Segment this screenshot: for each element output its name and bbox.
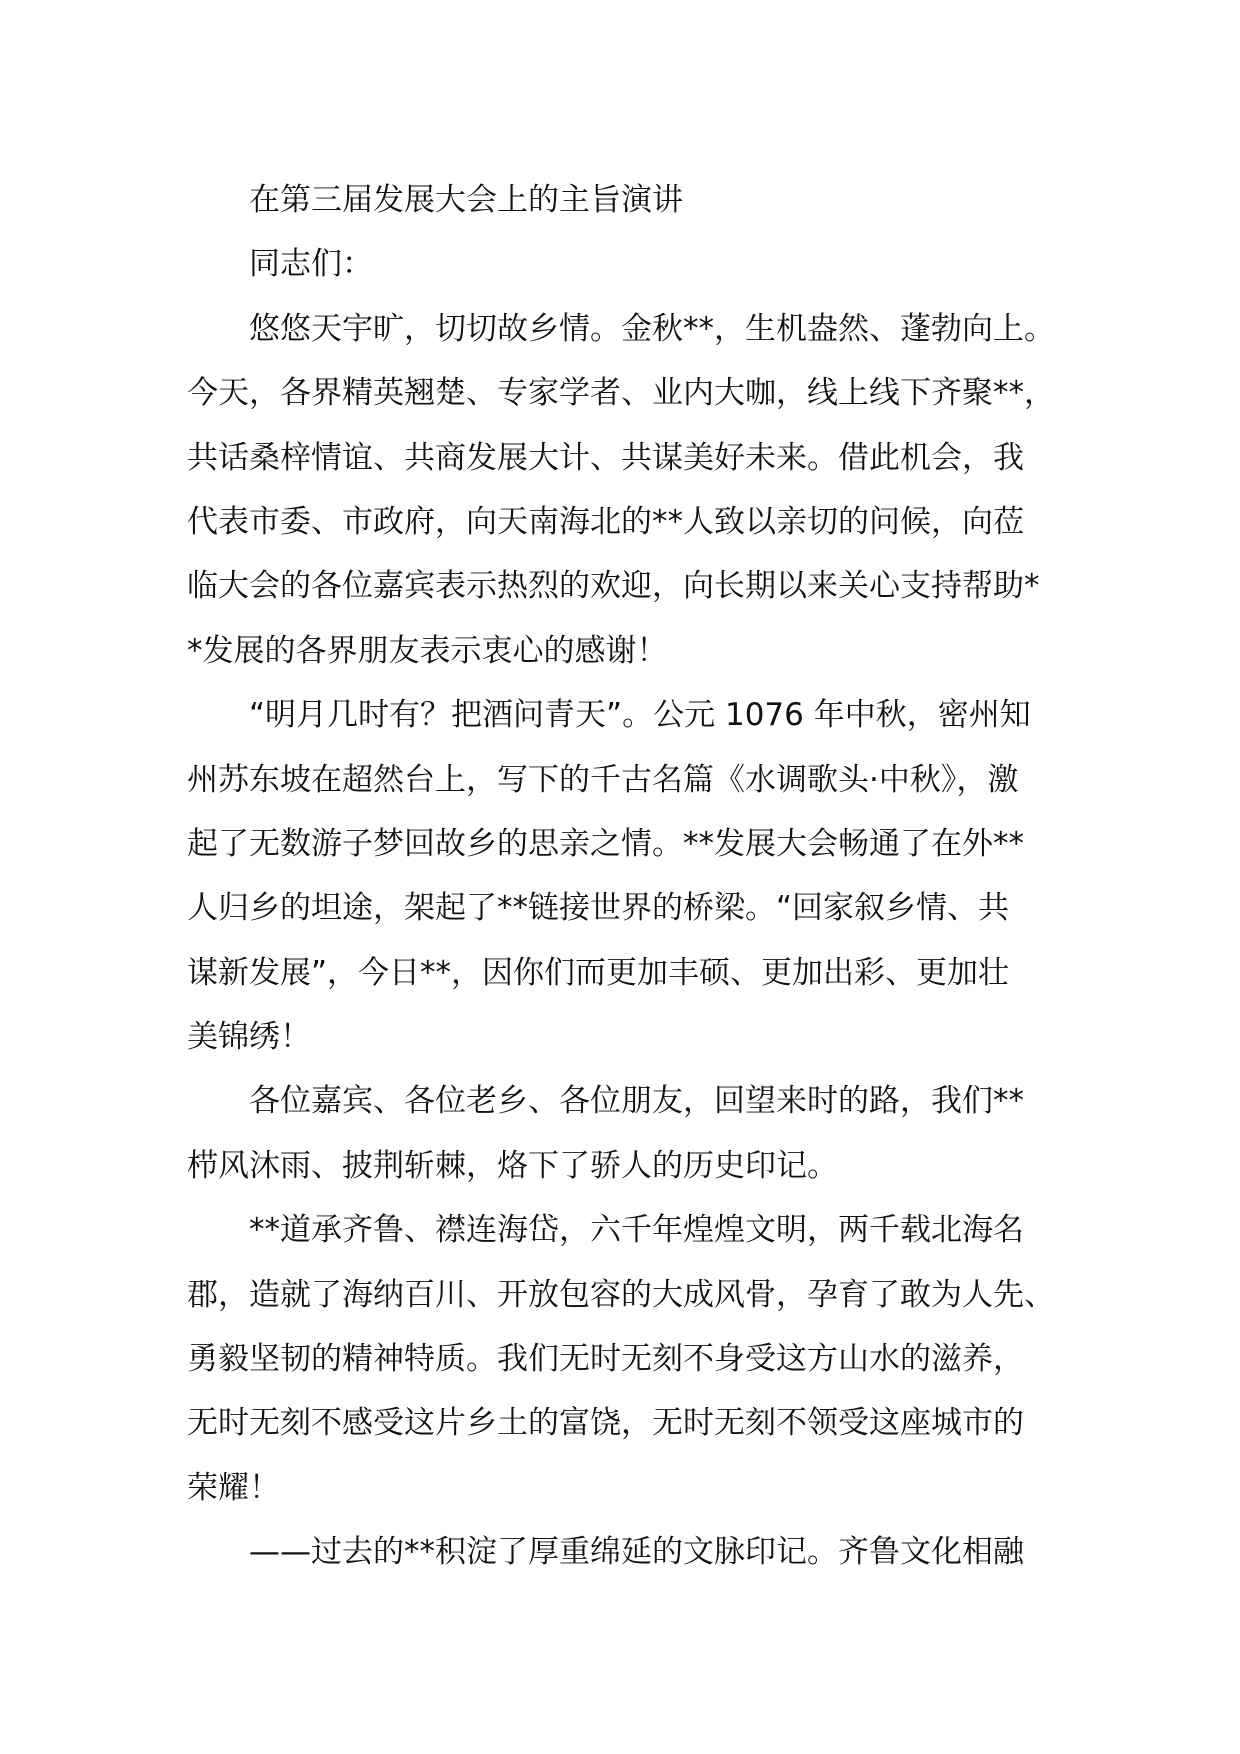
paragraph-2-line-4: 人归乡的坦途，架起了**链接世界的桥梁。“回家叙乡情、共 bbox=[187, 890, 1010, 927]
paragraph-4-line-4: 无时无刻不感受这片乡土的富饶，无时无刻不领受这座城市的 bbox=[187, 1405, 1024, 1442]
paragraph-4-line-1: **道承齐鲁、襟连海岱，六千年煌煌文明，两千载北海名 bbox=[249, 1212, 1024, 1249]
paragraph-1-line-6: *发展的各界朋友表示衷心的感谢！ bbox=[187, 632, 668, 669]
paragraph-1-line-2: 今天，各界精英翘楚、专家学者、业内大咖，线上线下齐聚**， bbox=[187, 375, 1055, 412]
paragraph-3-line-1: 各位嘉宾、各位老乡、各位朋友，回望来时的路，我们** bbox=[249, 1083, 1024, 1120]
paragraph-4-line-5: 荣耀！ bbox=[187, 1469, 280, 1506]
paragraph-2-line-6: 美锦绣！ bbox=[187, 1019, 311, 1056]
paragraph-4-line-2: 郡，造就了海纳百川、开放包容的大成风骨，孕育了敢为人先、 bbox=[187, 1276, 1055, 1313]
paragraph-2-line-3: 起了无数游子梦回故乡的思亲之情。**发展大会畅通了在外** bbox=[187, 825, 1024, 862]
paragraph-5-line-1: ——过去的**积淀了厚重绵延的文脉印记。齐鲁文化相融 bbox=[249, 1534, 1024, 1571]
document-body bbox=[187, 168, 1067, 1585]
document-title: 在第三届发展大会上的主旨演讲 bbox=[249, 182, 683, 218]
paragraph-3-line-2: 栉风沐雨、披荆斩棘，烙下了骄人的历史印记。 bbox=[187, 1147, 838, 1184]
paragraph-1-line-5: 临大会的各位嘉宾表示热烈的欢迎，向长期以来关心支持帮助* bbox=[187, 568, 1040, 605]
paragraph-1-line-4: 代表市委、市政府，向天南海北的**人致以亲切的问候，向莅 bbox=[187, 503, 1024, 540]
paragraph-2-line-5: 谋新发展”，今日**，因你们而更加丰硕、更加出彩、更加壮 bbox=[187, 954, 1010, 991]
paragraph-1-line-3: 共话桑梓情谊、共商发展大计、共谋美好未来。借此机会，我 bbox=[187, 439, 1024, 476]
paragraph-4-line-3: 勇毅坚韧的精神特质。我们无时无刻不身受这方山水的滋养， bbox=[187, 1341, 1024, 1378]
paragraph-2-line-2: 州苏东坡在超然台上，写下的千古名篇《水调歌头·中秋》，激 bbox=[187, 761, 1019, 798]
salutation: 同志们： bbox=[249, 246, 373, 283]
paragraph-1-line-1: 悠悠天宇旷，切切故乡情。金秋**，生机盎然、蓬勃向上。 bbox=[249, 310, 1055, 347]
paragraph-2-line-1: “明月几时有？把酒问青天”。公元 1076 年中秋，密州知 bbox=[249, 697, 1031, 734]
